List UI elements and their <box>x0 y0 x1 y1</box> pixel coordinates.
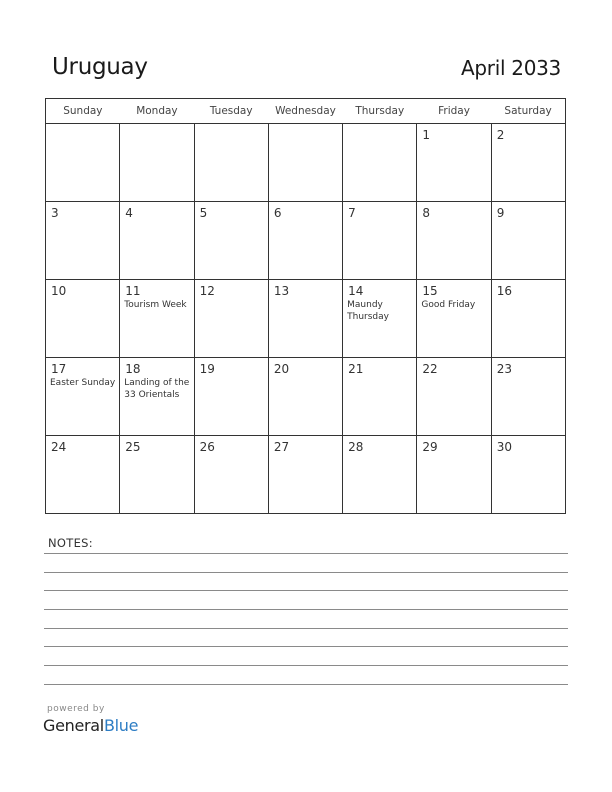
day-cell <box>46 358 120 436</box>
day-number: 11 <box>125 284 141 298</box>
notes-line <box>44 628 568 629</box>
day-number: 30 <box>496 440 512 454</box>
notes-line <box>44 665 568 666</box>
weekday-wednesday: Wednesday <box>268 99 342 124</box>
day-cell <box>194 436 268 514</box>
day-cell <box>194 358 268 436</box>
month-year-title: April 2033 <box>461 56 561 80</box>
day-number: 10 <box>51 284 67 298</box>
weekday-header-row <box>46 99 566 124</box>
country-title: Uruguay <box>52 54 148 80</box>
weekday-monday: Monday <box>120 99 194 124</box>
day-cell <box>268 280 342 358</box>
notes-line <box>44 553 568 554</box>
day-number: 4 <box>125 206 133 220</box>
day-cell <box>343 202 417 280</box>
day-number: 9 <box>496 206 505 220</box>
day-cell <box>343 436 417 514</box>
day-number: 16 <box>496 284 512 298</box>
day-cell <box>120 358 194 436</box>
holiday-label: Tourism Week <box>124 300 187 310</box>
weekday-thursday: Thursday <box>343 99 417 124</box>
weekday-friday: Friday <box>417 99 491 124</box>
day-number: 22 <box>422 362 438 376</box>
day-cell <box>417 280 491 358</box>
day-number: 13 <box>273 284 290 298</box>
day-cell <box>343 280 417 358</box>
day-number: 28 <box>348 440 364 454</box>
day-cell <box>194 124 268 202</box>
notes-line <box>44 684 568 685</box>
day-cell <box>120 436 194 514</box>
day-number: 5 <box>199 206 208 220</box>
day-number: 21 <box>348 362 364 376</box>
day-number: 26 <box>199 440 215 454</box>
day-number: 3 <box>51 206 59 220</box>
day-cell <box>491 124 565 202</box>
notes-line <box>44 572 568 573</box>
day-number: 18 <box>125 362 141 376</box>
day-cell <box>268 202 342 280</box>
holiday-label: Good Friday <box>421 300 476 310</box>
notes-label: NOTES: <box>48 536 93 550</box>
day-cell <box>194 202 268 280</box>
day-cell <box>417 436 491 514</box>
day-cell <box>491 280 565 358</box>
brand-blue: Blue <box>103 716 139 735</box>
day-cell <box>46 202 120 280</box>
week-row <box>46 436 566 514</box>
day-number: 14 <box>348 284 364 298</box>
day-cell <box>120 124 194 202</box>
day-number: 27 <box>273 440 290 454</box>
day-number: 6 <box>273 206 282 220</box>
day-cell <box>491 436 565 514</box>
calendar-grid <box>45 98 566 514</box>
powered-by-text: powered by <box>47 704 105 714</box>
weekday-saturday: Saturday <box>491 99 565 124</box>
notes-line <box>44 590 568 591</box>
day-number: 25 <box>125 440 141 454</box>
day-cell <box>194 280 268 358</box>
day-cell <box>417 202 491 280</box>
day-number: 2 <box>496 128 505 142</box>
weekday-tuesday: Tuesday <box>194 99 268 124</box>
holiday-label: Easter Sunday <box>50 378 116 388</box>
notes-line <box>44 646 568 647</box>
week-row <box>46 358 566 436</box>
day-cell <box>268 436 342 514</box>
day-cell <box>46 124 120 202</box>
week-row <box>46 280 566 358</box>
holiday-label: Maundy Thursday <box>347 300 389 322</box>
day-cell <box>268 124 342 202</box>
day-number: 7 <box>348 206 356 220</box>
day-number: 17 <box>51 362 67 376</box>
day-cell <box>120 280 194 358</box>
day-number: 20 <box>273 362 290 376</box>
week-row <box>46 202 566 280</box>
holiday-label: Landing of the 33 Orientals <box>124 378 190 400</box>
day-cell <box>343 124 417 202</box>
weekday-sunday: Sunday <box>46 99 120 124</box>
day-cell <box>46 280 120 358</box>
day-number: 15 <box>422 284 438 298</box>
day-cell <box>343 358 417 436</box>
day-cell <box>491 202 565 280</box>
notes-line <box>44 609 568 610</box>
day-number: 8 <box>422 206 431 220</box>
day-cell <box>491 358 565 436</box>
day-cell <box>417 124 491 202</box>
day-number: 23 <box>496 362 512 376</box>
day-number: 29 <box>422 440 438 454</box>
day-cell <box>417 358 491 436</box>
day-number: 19 <box>199 362 215 376</box>
day-cell <box>46 436 120 514</box>
brand-general: General <box>43 716 104 735</box>
day-cell <box>120 202 194 280</box>
day-cell <box>268 358 342 436</box>
day-number: 24 <box>51 440 67 454</box>
day-number: 1 <box>422 128 431 142</box>
week-row <box>46 124 566 202</box>
brand-logo[interactable] <box>43 716 138 735</box>
day-number: 12 <box>199 284 215 298</box>
